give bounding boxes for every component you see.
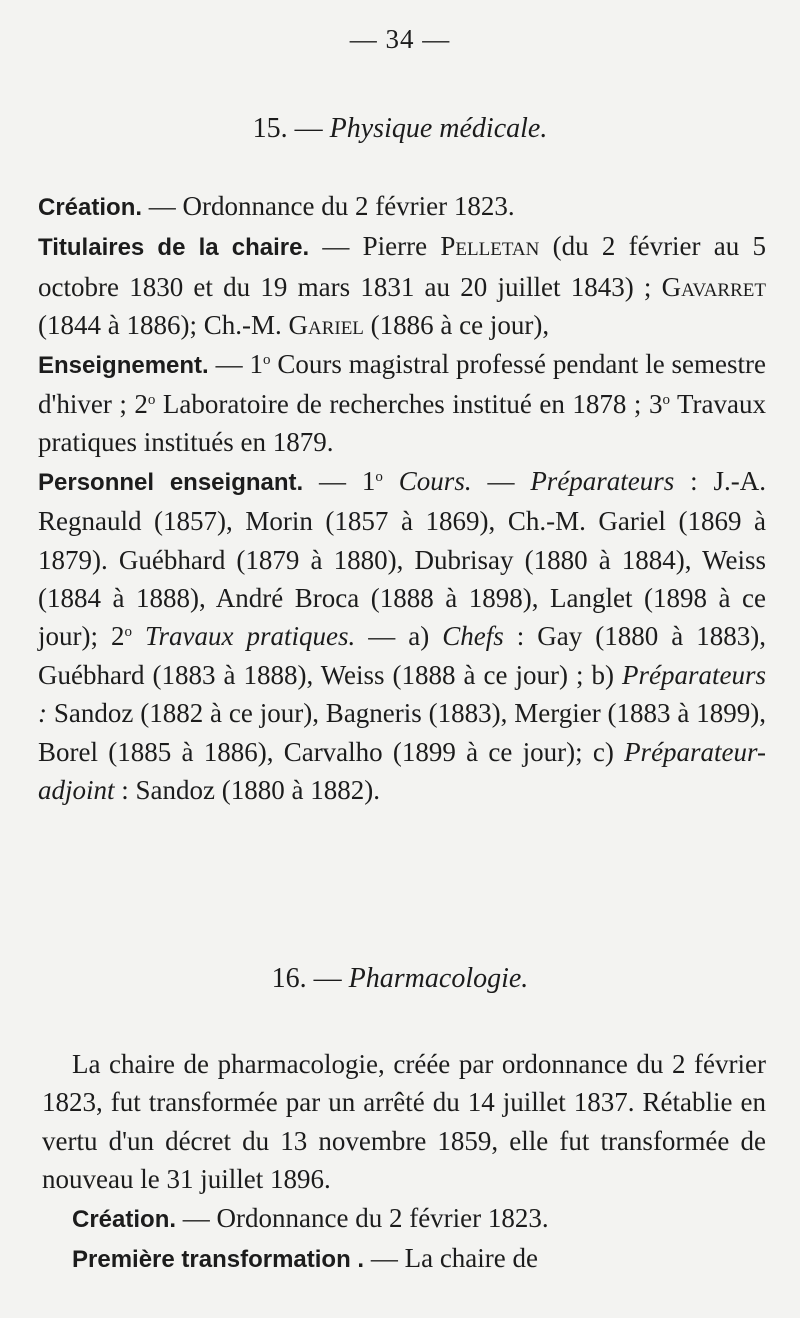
personnel-paragraph [38,462,766,810]
personnel-text: : Gay (1880 à 1883), Guébhard (1883 à 1888), Weiss (1888 à ce jour) ; b) [38,621,766,690]
enseignement-text: Cours magistral professé pendant le semestre d'hiver ; 2 [38,348,767,420]
creation-label: Création. [38,194,143,221]
cours-italic: Cours. [398,465,472,496]
titulaires-text: — Pierre [309,231,441,262]
section-15-number: 15. — [252,113,323,144]
titulaires-paragraph [38,227,766,344]
travaux-italic: Travaux pratiques. [145,621,356,652]
chefs-italic: Chefs [442,621,504,652]
personnel-text: — [471,465,531,496]
enseignement-label: Enseignement. [38,351,209,379]
personnel-label: Personnel enseignant. [38,468,304,496]
degree-mark: o [147,392,156,409]
creation-text-16: — Ordonnance du 2 février 1823. [176,1202,549,1233]
degree-mark: o [375,468,383,485]
creation-text: — Ordonnance du 2 février 1823. [142,191,515,221]
preparateurs-italic: Préparateurs [530,465,675,496]
personnel-text: : Sandoz (1880 à 1882). [114,775,380,806]
pharmacologie-intro: La chaire de pharmacologie, créée par ordonnance du 2 février 1823, fut transformée par un arrêté du 14 juillet 1837. Rétablie en vertu d'un décret du 13 novembre 1859, elle fut transformée de nouveau le 31 juillet 1896. [42,1049,766,1195]
preparateurs-italic: Préparateurs : [38,659,766,729]
adjoint-italic: Préparateur-adjoint [38,736,766,806]
personnel-text: Sandoz (1882 à ce jour), Bagneris (1883), Mergier (1883 à 1899), Borel (1885 à 1886), Carvalho (1899 à ce jour); c) [38,698,766,767]
personnel-text: — a) [355,621,443,652]
page-number: — 34 — [349,24,451,54]
transformation-text: — La chaire de [364,1243,538,1274]
degree-mark: o [662,392,670,409]
creation-label-16: Création. [72,1205,177,1233]
enseignement-text: Travaux pratiques institués en 1879. [38,389,766,458]
enseignement-text: Laboratoire de recherches institué en 1878 ; 3 [155,389,663,420]
name-gariel: Gariel [288,310,364,341]
creation-paragraph [38,187,766,227]
name-gavarret: Gavarret [661,271,766,302]
section-15-body [38,187,766,810]
personnel-text: — 1 [303,465,376,496]
degree-mark: o [124,624,132,641]
section-15-title: Physique médicale. [329,113,548,144]
section-16-heading [0,963,800,995]
name-pelletan: Pelletan [440,231,540,262]
titulaires-text: (du 2 février au 5 octobre 1830 et du 19 mars 1831 au 20 juillet 1843) ; [38,231,767,302]
section-16-body [42,1045,766,1279]
section-16-number: 16. — [271,963,342,994]
transformation-paragraph [42,1239,766,1279]
degree-mark: o [262,351,271,368]
creation-paragraph-16 [42,1199,766,1239]
titulaires-text: (1886 à ce jour), [363,310,550,341]
section-15-heading [0,113,800,145]
titulaires-label: Titulaires de la chaire. [38,234,310,262]
enseignement-paragraph [38,345,766,462]
section-16-title: Pharmacologie. [348,963,529,994]
titulaires-text: (1844 à 1886); Ch.-M. [38,310,289,341]
transformation-label: Première transformation . [72,1246,365,1274]
enseignement-text: — 1 [208,348,263,379]
personnel-text: : J.-A. Regnauld (1857), Morin (1857 à 1869), Ch.-M. Gariel (1869 à 1879). Guébhard (1879 à 1880), Dubrisay (1880 à 1884), Weiss (1884 à 1888), André Broca (1888 à 1898), Langlet (1898 à ce jour); 2 [38,465,767,652]
